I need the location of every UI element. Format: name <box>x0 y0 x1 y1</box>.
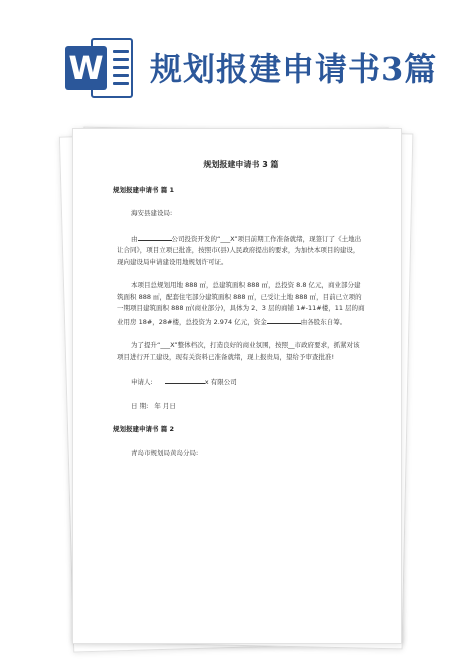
paragraph: 为了提升“___X”整体档次，打造良好的商业氛围，按照__市政府要求，抓紧对该项目进行开工建设，现有关资料已准备就绪，现上报贵局，望给予审查批准! <box>117 341 360 361</box>
word-icon-badge: W <box>65 46 107 90</box>
date-line <box>131 401 365 413</box>
front-page <box>72 128 402 644</box>
paragraph <box>117 280 365 328</box>
paragraph-text: 公司投资开发的“___X”项目前期工作准备就绪，现签订了《土地出让合同》，项目立项已批准，按照市(县)人民政府提出的要求，为加快本项目的建设，现向建设局申请建设用地规划许可证。 <box>117 234 362 266</box>
paragraph-text: 由 <box>131 234 138 243</box>
paragraph-text: 由各股东自筹。 <box>300 317 347 326</box>
date-label: 日 期: <box>131 401 149 410</box>
fill-blank <box>267 315 301 324</box>
section-heading: 规划报建申请书 篇 1 <box>113 185 175 194</box>
banner-title: 规划报建申请书3篇 <box>150 50 438 88</box>
paragraph <box>117 232 365 269</box>
applicant-label: 申请人: <box>131 378 153 386</box>
banner <box>0 0 474 112</box>
fill-blank <box>138 232 172 241</box>
paragraph-text: 本项目总规划用地 888 ㎡，总建筑面积 888 ㎡，总投资 8.8 亿元，商业部分建筑面积 888 ㎡，配套住宅部分建筑面积 888 ㎡，已受让土地 888 ㎡，目前已立项的一期项目建筑面积 888 ㎡(商业部分)，具体为 2、3 层的商铺 1#-11#楼，11 层的商业用房 18#，28#楼，总投资为 2.974 亿元，资金 <box>117 281 365 326</box>
addressee: 海安县建设局: <box>131 209 173 217</box>
word-document-icon <box>65 38 135 100</box>
document-content <box>113 159 365 471</box>
addressee: 青岛市规划局黄岛分局: <box>131 448 199 457</box>
document-title: 规划报建申请书 3 篇 <box>203 160 279 169</box>
section-heading: 规划报建申请书 篇 2 <box>113 425 175 433</box>
document-preview[interactable] <box>72 128 402 648</box>
applicant-value: x 有限公司 <box>204 378 237 386</box>
fill-blank <box>165 375 205 384</box>
applicant-line <box>131 375 365 389</box>
date-value: 年 月日 <box>154 401 176 410</box>
